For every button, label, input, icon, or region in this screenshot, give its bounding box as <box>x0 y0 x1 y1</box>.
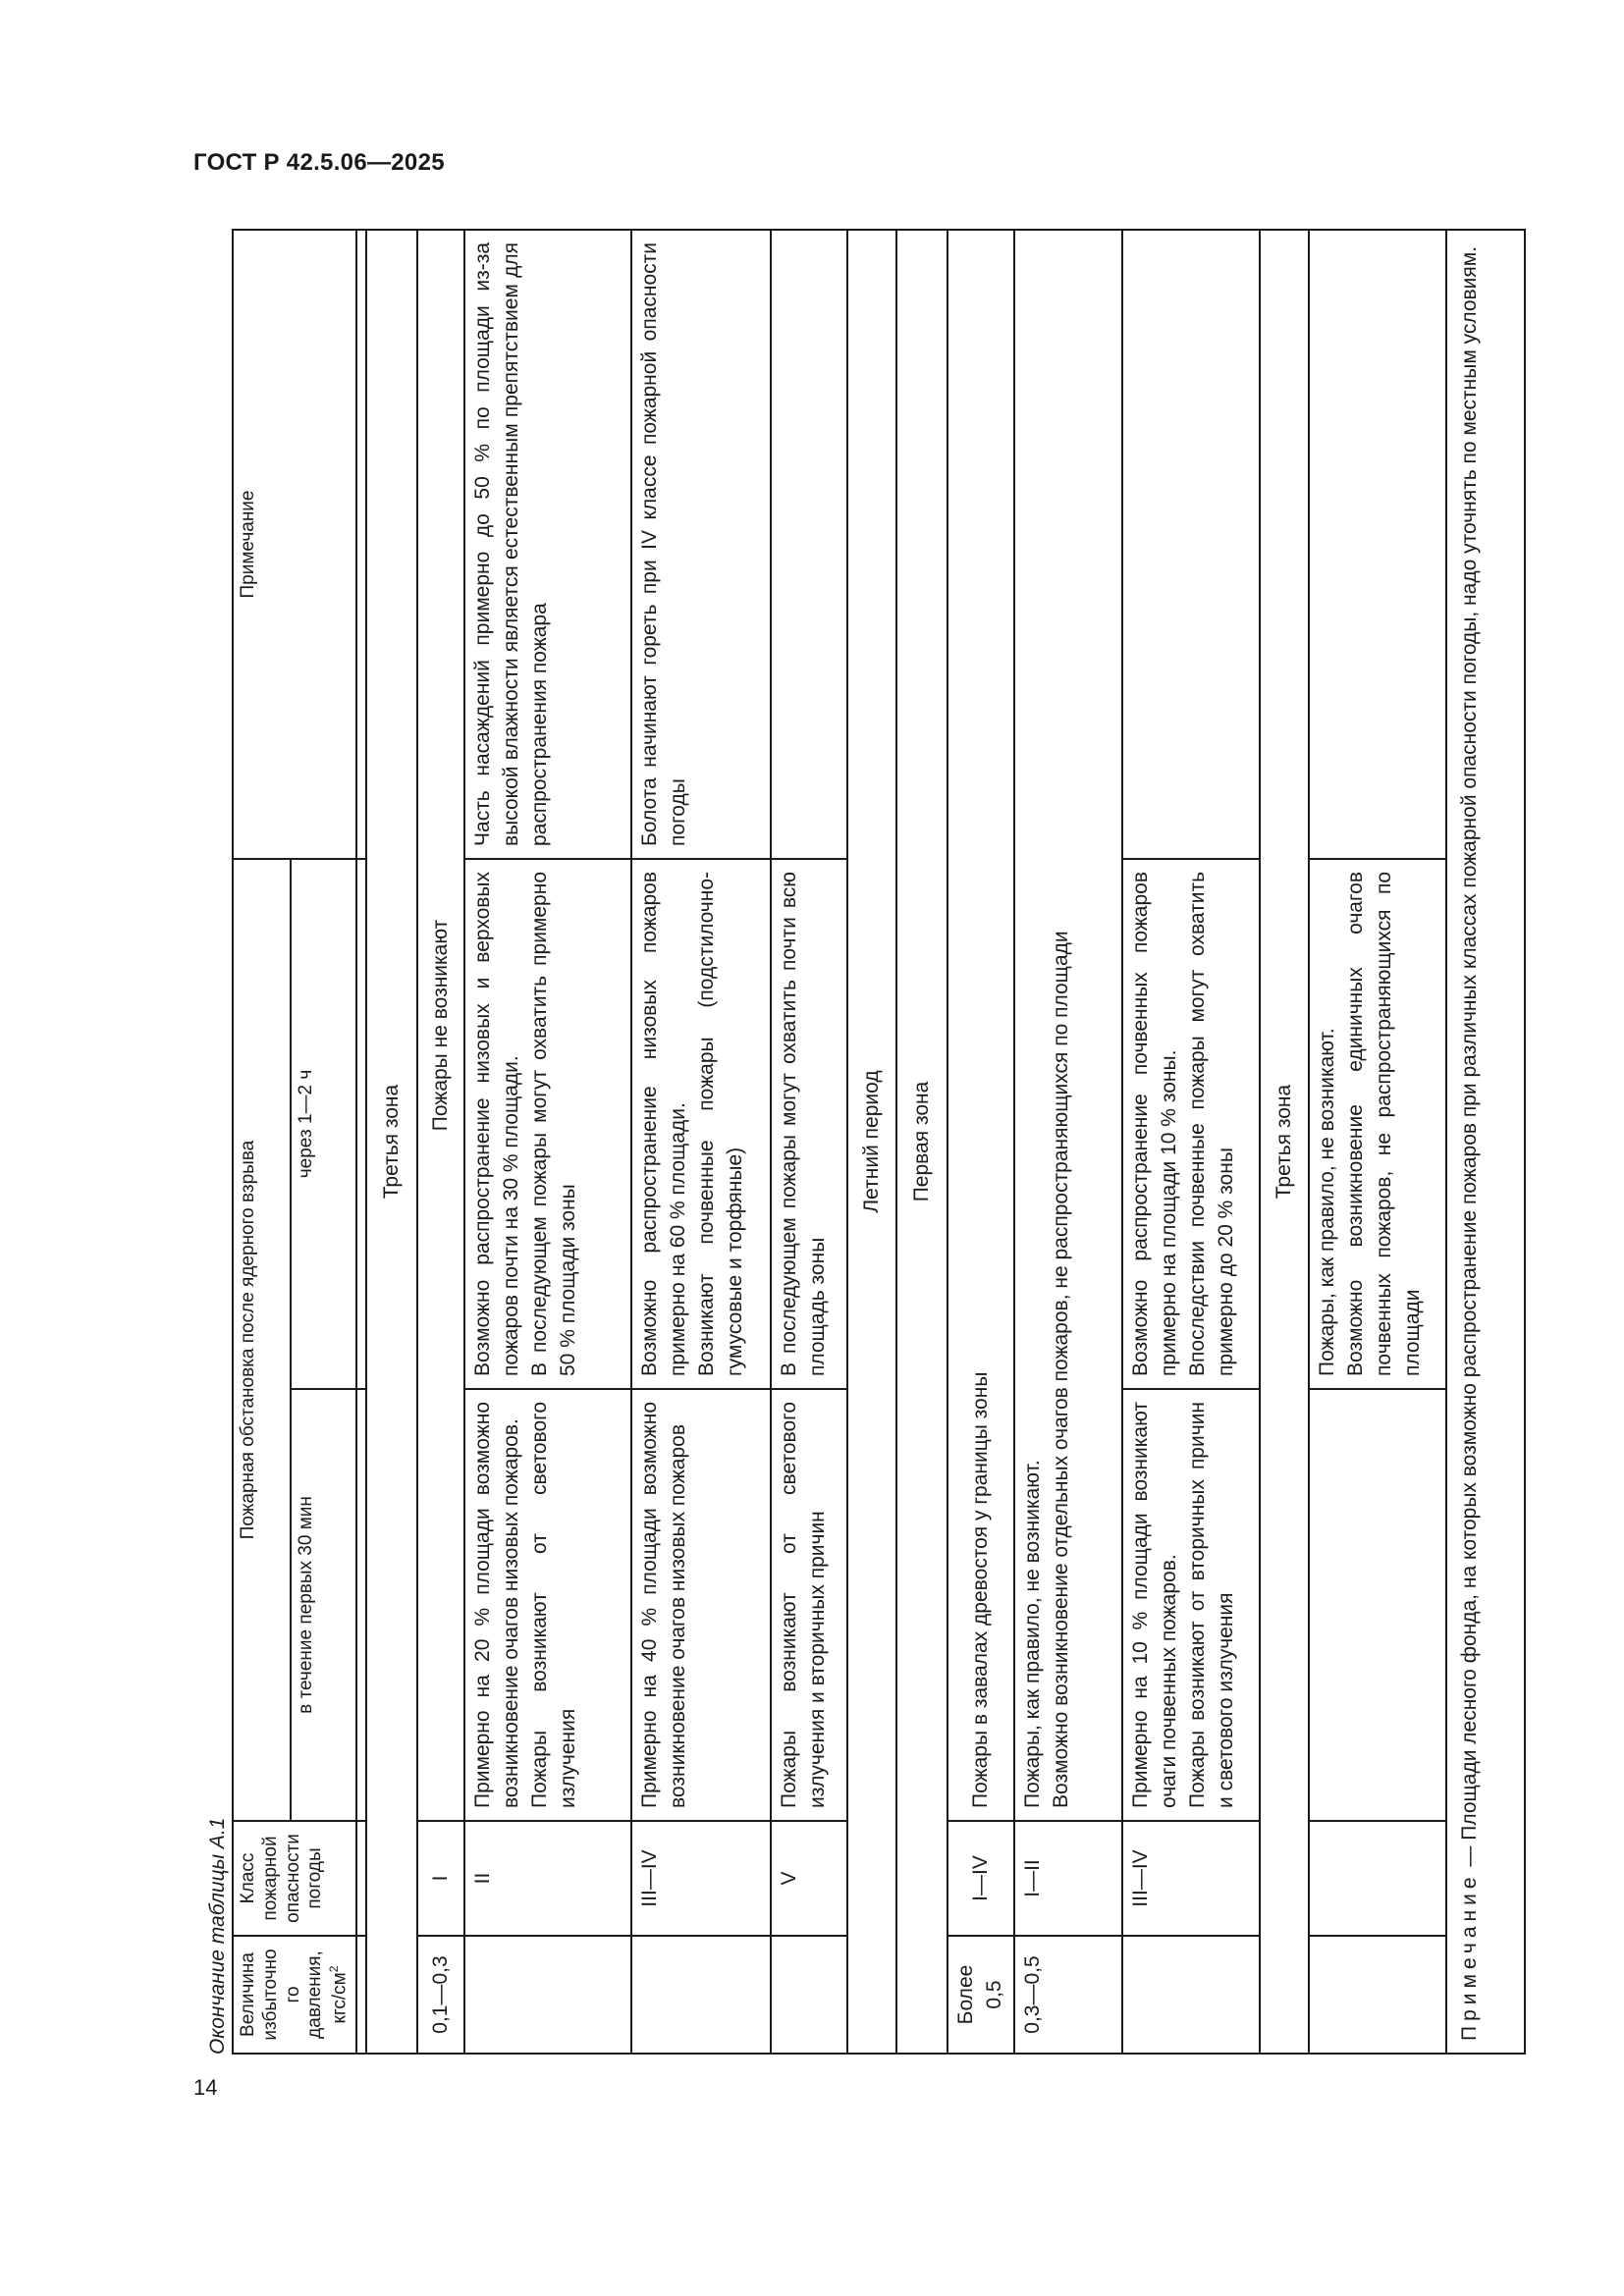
cell-class: I—IV <box>947 1821 1014 1936</box>
standard-designation: ГОСТ Р 42.5.06—2025 <box>193 149 445 176</box>
cell-merged: Пожары не возникают <box>417 230 464 1821</box>
section-row <box>847 230 896 2054</box>
cell-after-1-2-h: Возможно распространение низовых пожаров примерно на 60 % площади. Возникают почвенные пожары (подстилочно-гумусовые и торфяные) <box>631 859 771 1389</box>
section-row <box>896 230 947 2054</box>
cell-first-30-min: Пожары возникают от светового излучения и вторичных причин <box>771 1389 847 1821</box>
table-row <box>1309 230 1446 2054</box>
cell-first-30-min: Примерно на 40 % площади возможно возникновение очагов низовых пожаров <box>631 1389 771 1821</box>
table-row <box>1122 230 1260 2054</box>
cell-after-1-2-h: Возможно распространение почвенных пожаров примерно на площади 10 % зоны. Впоследствии почвенные пожары могут охватить примерно до 20 % зоны <box>1122 859 1260 1389</box>
header-pressure: Величина избыточного давления, кгс/$см^2$ <box>233 1936 356 2054</box>
header-note: Примечание <box>233 230 356 859</box>
table-caption: Окончание таблицы А.1 <box>206 1817 229 2055</box>
section-row <box>366 230 417 2054</box>
cell-pressure: 0,3—0,5 <box>1014 1936 1122 2054</box>
rotated-table-page <box>204 231 1489 2055</box>
header-class: Класс пожарной опасности погоды <box>233 1821 356 1936</box>
cell-merged: Пожары в завалах древостоя у границы зоны <box>947 230 1014 1821</box>
cell-class: II <box>464 1821 631 1936</box>
cell-class: III—IV <box>1122 1821 1260 1936</box>
header-first-30-min: в течение первых 30 мин <box>291 1389 356 1821</box>
fire-situation-table <box>232 229 1526 2055</box>
footnote-text: — Площади лесного фонда, на которых возможно распространение пожаров при различных классах пожарной опасности погоды, надо уточнять по местным условиям. <box>1458 245 1482 1873</box>
cell-pressure: Более 0,5 <box>947 1936 1014 2054</box>
table-row <box>771 230 847 2054</box>
header-spacer-row <box>356 230 366 2054</box>
cell-after-1-2-h: Возможно распространение низовых и верховых пожаров почти на 30 % площади. В последующем пожары могут охватить примерно 50 % площади зоны <box>464 859 631 1389</box>
table-row <box>631 230 771 2054</box>
section-third-zone: Третья зона <box>1260 230 1309 2054</box>
cell-after-1-2-h: Пожары, как правило, не возникают. Возможно возникновение единичных очагов почвенных пожаров, не распространяющихся по площади <box>1309 859 1446 1389</box>
section-third-zone: Третья зона <box>366 230 417 2054</box>
footnote-label: Примечание <box>1458 1872 1482 2041</box>
header-after-1-2-h: через 1—2 ч <box>291 859 356 1389</box>
page-number: 14 <box>193 2075 218 2100</box>
cell-note: Часть насаждений примерно до 50 % по площади из-за высокой влажности является естественным препятствием для распространения пожара <box>464 230 631 859</box>
cell-class: III—IV <box>631 1821 771 1936</box>
header-row-1 <box>233 230 291 2054</box>
table-row <box>417 230 464 2054</box>
table-row <box>947 230 1014 2054</box>
cell-first-30-min: Примерно на 10 % площади возникают очаги почвенных пожаров. Пожары возникают от вторичных причин и светового излучения <box>1122 1389 1260 1821</box>
note-row <box>1446 230 1525 2054</box>
table-row <box>1014 230 1122 2054</box>
header-situation: Пожарная обстановка после ядерного взрыва <box>233 859 291 1821</box>
cell-class: I—II <box>1014 1821 1122 1936</box>
cell-after-1-2-h: В последующем пожары могут охватить почти всю площадь зоны <box>771 859 847 1389</box>
cell-pressure: 0,1—0,3 <box>417 1936 464 2054</box>
cell-merged: Пожары, как правило, не возникают. Возможно возникновение отдельных очагов пожаров, не распространяющихся по площади <box>1014 230 1122 1821</box>
cell-class: I <box>417 1821 464 1936</box>
section-first-zone: Первая зона <box>896 230 947 2054</box>
cell-first-30-min: Примерно на 20 % площади возможно возникновение очагов низовых пожаров. Пожары возникают от светового излучения <box>464 1389 631 1821</box>
section-row <box>1260 230 1309 2054</box>
table-footnote <box>1446 230 1525 2054</box>
cell-class: V <box>771 1821 847 1936</box>
section-summer: Летний период <box>847 230 896 2054</box>
cell-note: Болота начинают гореть при IV классе пожарной опасности погоды <box>631 230 771 859</box>
table-row <box>464 230 631 2054</box>
